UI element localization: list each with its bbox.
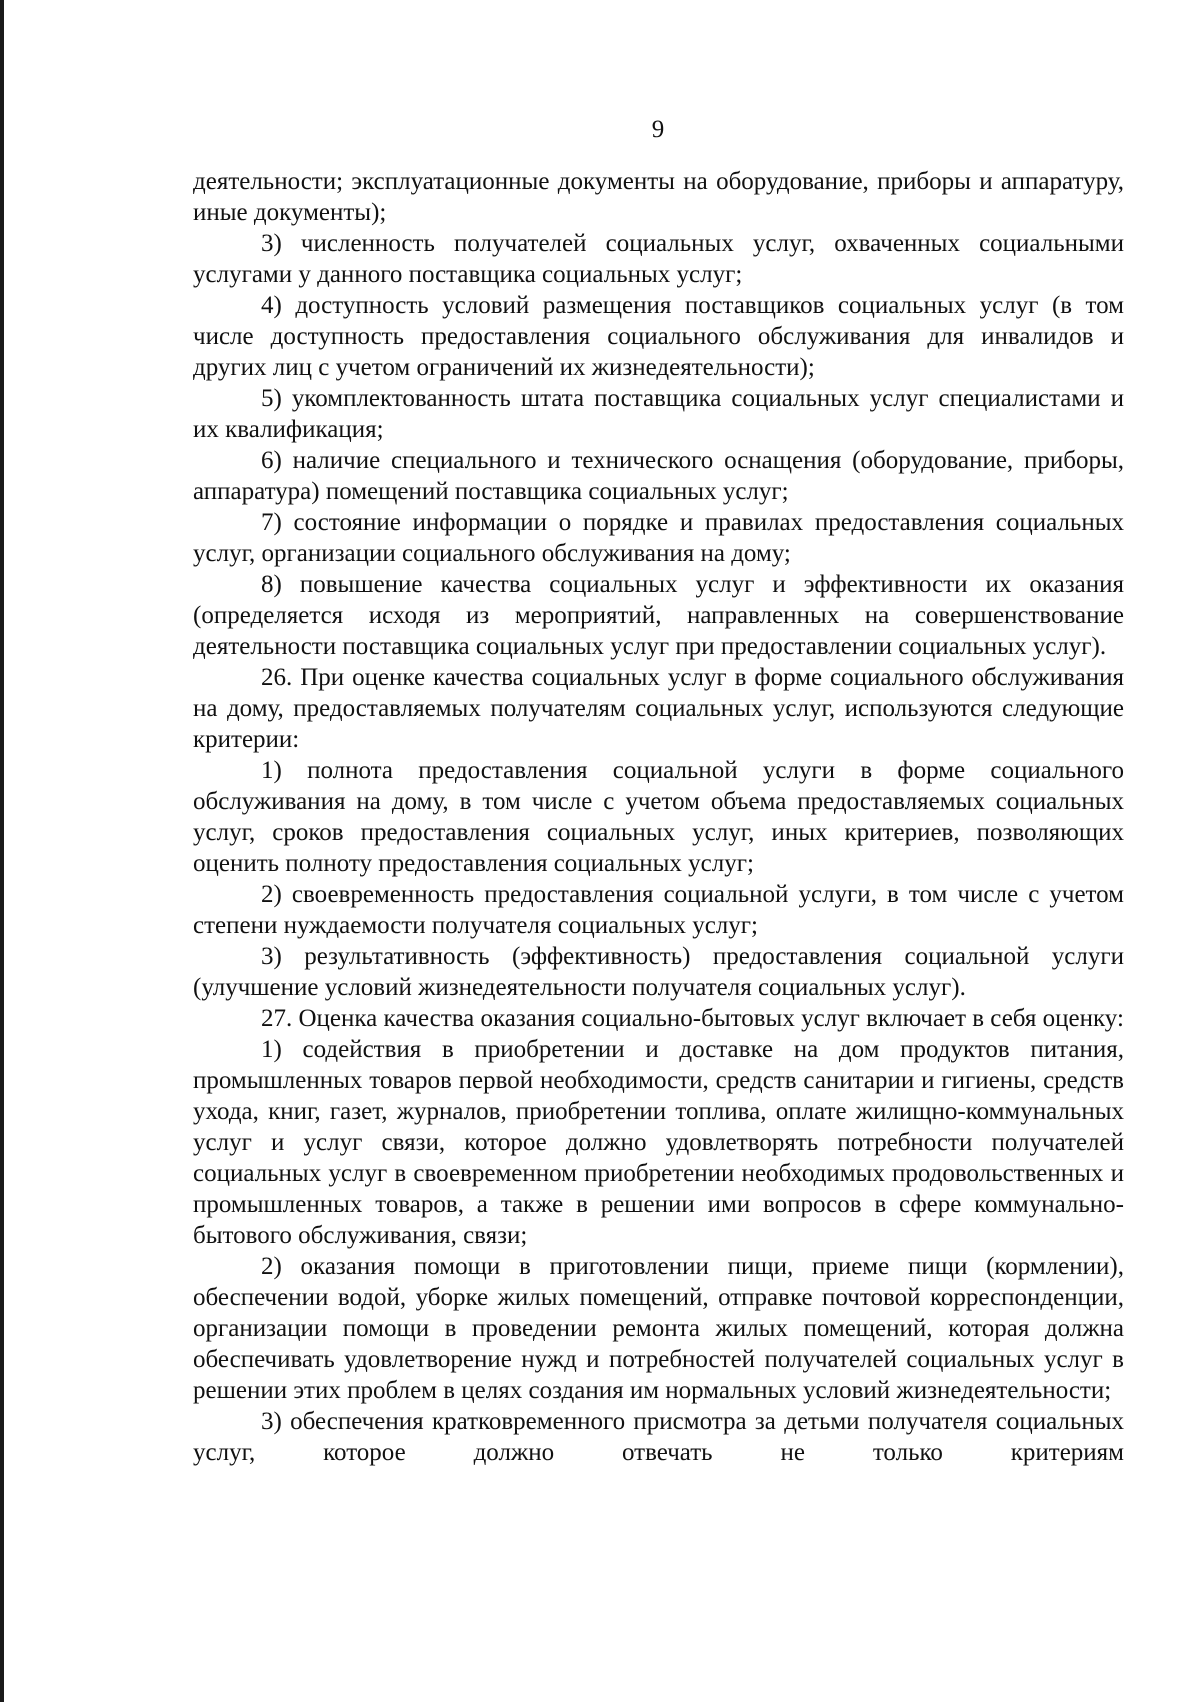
paragraph-item-4: 4) доступность условий размещения поставщиков социальных услуг (в том числе доступность предоставления социального обслуживания для инвалидов и других лиц с учетом ограничений их жизнедеятельности); — [193, 292, 1124, 381]
paragraph-item-3: 3) численность получателей социальных услуг, охваченных социальными услугами у данного поставщика социальных услуг; — [193, 230, 1124, 288]
paragraph-27-item-1: 1) содействия в приобретении и доставке на дом продуктов питания, промышленных товаров первой необходимости, средств санитарии и гигиены, средств ухода, книг, газет, журналов, приобретении топлива, оплате жилищно-коммунальных услуг и услуг связи, которое должно удовлетворять потребности получателей социальных услуг в своевременном приобретении необходимых продовольственных и промышленных товаров, а также в решении ими вопросов в сфере коммунально-бытового обслуживания, связи; — [193, 1036, 1124, 1249]
paragraph-section-27: 27. Оценка качества оказания социально-бытовых услуг включает в себя оценку: — [261, 1005, 1124, 1032]
paragraph-item-5: 5) укомплектованность штата поставщика социальных услуг специалистами и их квалификация; — [193, 385, 1124, 443]
paragraph-item-6: 6) наличие специального и технического оснащения (оборудование, приборы, аппаратура) помещений поставщика социальных услуг; — [193, 447, 1124, 505]
paragraph-item-8: 8) повышение качества социальных услуг и эффективности их оказания (определяется исходя из мероприятий, направленных на совершенствование деятельности поставщика социальных услуг при предоставлении социальных услуг). — [193, 571, 1124, 660]
paragraph-continuation: деятельности; эксплуатационные документы на оборудование, приборы и аппаратуру, иные документы); — [193, 168, 1124, 226]
scan-edge — [0, 0, 4, 1702]
page-number: 9 — [651, 116, 665, 143]
paragraph-26-item-3: 3) результативность (эффективность) предоставления социальной услуги (улучшение условий жизнедеятельности получателя социальных услуг). — [193, 943, 1124, 1001]
paragraph-26-item-1: 1) полнота предоставления социальной услуги в форме социального обслуживания на дому, в том числе с учетом объема предоставляемых социальных услуг, сроков предоставления социальных услуг, иных критериев, позволяющих оценить полноту предоставления социальных услуг; — [193, 757, 1124, 877]
paragraph-26-item-2: 2) своевременность предоставления социальной услуги, в том числе с учетом степени нуждаемости получателя социальных услуг; — [193, 881, 1124, 939]
paragraph-27-item-2: 2) оказания помощи в приготовлении пищи, приеме пищи (кормлении), обеспечении водой, уборке жилых помещений, отправке почтовой корреспонденции, организации помощи в проведении ремонта жилых помещений, которая должна обеспечивать удовлетворение нужд и потребностей получателей социальных услуг в решении этих проблем в целях создания им нормальных условий жизнедеятельности; — [193, 1253, 1124, 1404]
paragraph-27-item-3: 3) обеспечения кратковременного присмотра за детьми получателя социальных услуг, которое должно отвечать не только критериям — [193, 1408, 1124, 1466]
paragraph-section-26: 26. При оценке качества социальных услуг в форме социального обслуживания на дому, предоставляемых получателям социальных услуг, используются следующие критерии: — [193, 664, 1124, 753]
paragraph-item-7: 7) состояние информации о порядке и правилах предоставления социальных услуг, организации социального обслуживания на дому; — [193, 509, 1124, 567]
document-body — [193, 166, 1124, 1468]
